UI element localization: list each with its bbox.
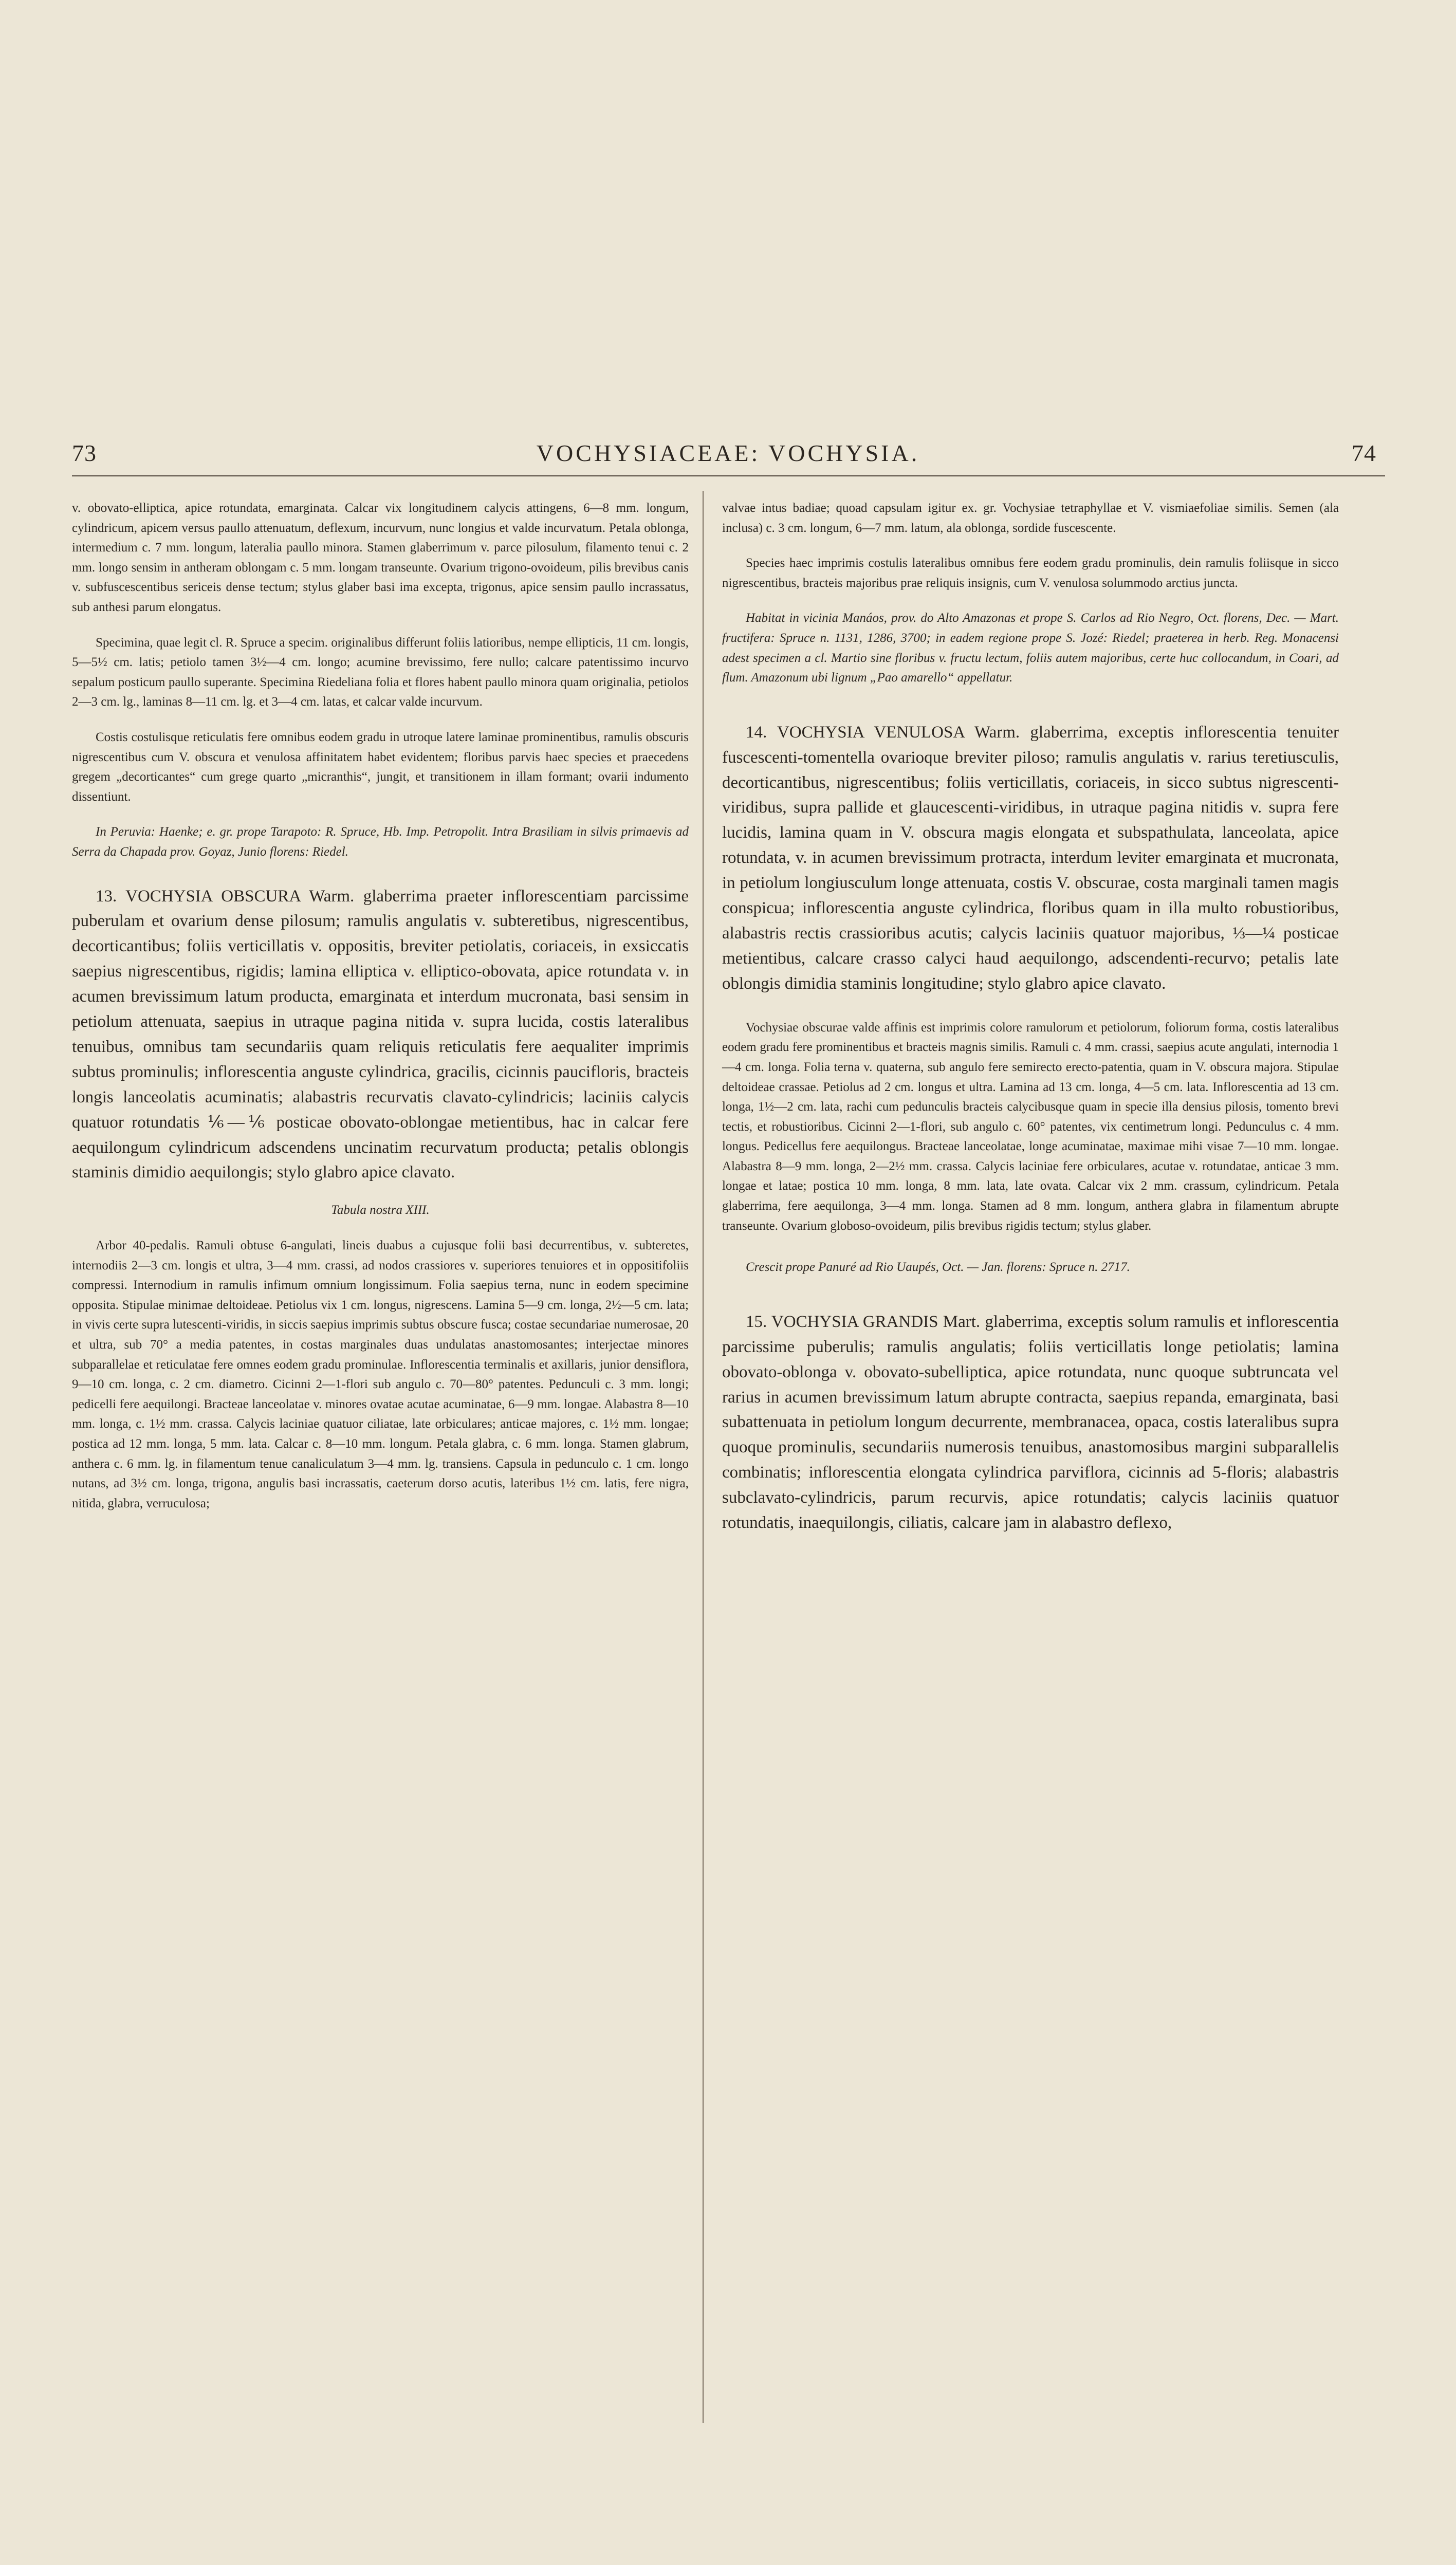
habitat-species-14: Crescit prope Panuré ad Rio Uaupés, Oct. — Jan. florens: Spruce n. 2717. — [746, 1260, 1130, 1275]
page-number-right: 74 — [1352, 440, 1376, 466]
paragraph-affinitas: Costis costulisque reticulatis fere omnibus eodem gradu in utroque latere laminae prominentibus, ramulis obscuris nigrescentibus cum V. obscura et venulosa affinitatem habet evidentem; floribus parvis haec species et praecedens gregem „decorticantes“ cum grege quarto „micranthis“, jungit, et transitionem in illam formant; ovarii indumento dissentiunt. — [72, 730, 689, 804]
paragraph-species-notes: Species haec imprimis costulis lateralibus omnibus fere eodem gradu prominulis, dein ramulis foliisque in sicco nigrescentibus, bracteis majoribus prae reliquis insignis, cum V. venulosa solummodo arctius juncta. — [722, 556, 1339, 590]
species-13-description: Arbor 40-pedalis. Ramuli obtuse 6-angulati, lineis duabus a cujusque folii basi decurrentibus, v. subteretes, internodiis 2—3 cm. longis et ultra, 3—4 mm. crassi, ad nodos crassiores v. superiores tenuiores et in oppositifoliis compressi. Internodium in ramulis infimum omnium longissimum. Folia saepius terna, nunc in eodem specimine opposita. Stipulae minimae deltoideae. Petiolus vix 1 cm. longus, nigrescens. Lamina 5—9 cm. longa, 2½—5 cm. lata; in vivis certe supra lutescenti-viridis, in siccis saepius imprimis subtus obscure fusca; costae secundariae numerosae, 20 et ultra, sub 70° a media patentes, in costas marginales duas undulatas anastomosantes; interjectae minores subparallelae et reticulatae fere omnes eodem gradu prominulae. Inflorescentia terminalis et axillaris, junior densiflora, 9—10 cm. longa, c. 2 cm. diametro. Cicinni 2—1-flori sub angulo c. 70—80° patentes. Pedunculi c. 3 mm. longi; pedicelli fere aequilongi. Bracteae lanceolatae v. minores ovatae acutae acuminatae, 6—9 mm. longae. Alabastra 8—10 mm. longa, c. 1½ mm. crassa. Calycis laciniae quatuor ciliatae, late orbiculares; anticae majores, c. 1½ mm. longae; postica ad 12 mm. longa, 5 mm. lata. Calcar c. 8—10 mm. longum. Petala glabra, c. 6 mm. longa. Stamen glabrum, anthera c. 6 mm. lg. in filamentum tenue canaliculatum 3—4 mm. lg. transiens. Capsula in pedunculo c. 1 cm. longo nutans, ad 3½ cm. longa, trigona, angulis basi incrassatis, caeterum dorso acutis, lateribus 1½ cm. latis, fere nigra, nitida, glabra, verruculosa; — [72, 1238, 689, 1510]
species-14-description: Vochysiae obscurae valde affinis est imprimis colore ramulorum et petiolorum, foliorum forma, costis lateralibus eodem gradu fere prominentibus et bracteis magnis similis. Ramuli c. 4 mm. crassi, saepius acute angulati, internodia 1—4 cm. longa. Folia terna v. quaterna, sub angulo fere semirecto erecto-patentia, quam in V. obscura majora. Stipulae deltoideae crassae. Petiolus ad 2 cm. longus et ultra. Lamina ad 13 cm. longa, 4—5 cm. lata. Inflorescentia ad 13 cm. longa, 1½—2 cm. lata, rachi cum pedunculis bracteis calycibusque quam in specie illa densius pilosis, tomento brevi tectis, et robustioribus. Cicinni 2—1-flori, sub angulo c. 60° patentes, vix centimetrum longi. Pedunculus c. 4 mm. longus. Pedicellus fere aequilongus. Bracteae lanceolatae, longe acuminatae, maximae mihi visae 7—10 mm. longae. Alabastra 8—9 mm. longa, 2—2½ mm. crassa. Calycis laciniae fere orbiculares, acutae v. rotundatae, anticae 3 mm. longae et latae; postica 10 mm. longa, 8 mm. lata, late ovata. Calcar vix 2 mm. crassum, cylindricum. Petala glaberrima, fere aequilonga, 3—4 mm. longa. Stamen ad 8 mm. longum, anthera glabra in filamentum abrupte transeunte. Ovarium globoso-ovoideum, pilis brevibus rigidis tectum; stylus glaber. — [722, 1020, 1339, 1233]
left-column — [72, 499, 689, 1514]
paragraph-description-continued: v. obovato-elliptica, apice rotundata, emarginata. Calcar vix longitudinem calycis attingens, 6—8 mm. longum, cylindricum, apicem versus paullo attenuatum, deflexum, incurvum, nunc longius et valde incurvatum. Petala oblonga, intermedium c. 7 mm. longum, lateralia paullo minora. Stamen glaberrimum v. parce pilosulum, filamento tenui c. 2 mm. longo sensim in antheram oblongam c. 5 mm. longam transeunte. Ovarium trigono-ovoideum, pilis brevibus canis v. subfuscescentibus sericeis dense tectum; stylus glaber basi ima excepta, trigonus, apice sensim paullo incrassatus, sub anthesi parum elongatus. — [72, 501, 689, 614]
page-number-left: 73 — [72, 440, 97, 466]
species-14-heading: 14. VOCHYSIA VENULOSA Warm. glaberrima, exceptis inflorescentia tenuiter fuscescenti-tomentella ovarioque breviter piloso; ramulis angulatis v. rarius teretiusculis, decorticantibus, nigrescentibus; foliis verticillatis, coriaceis, in sicco subtus nigrescenti-viridibus, supra pallide et glaucescenti-viridibus, in utraque pagina nitidis v. supra fere lucidis, lamina quam in V. obscura magis elongata et subspathulata, lanceolata, apice rotundata, v. in acumen brevissimum protracta, interdum leviter emarginata et mucronata, in petiolum longiusculum longe attenuata, costis V. obscurae, costa marginali tamen magis conspicua; inflorescentia anguste cylindrica, floribus quam in illa multo robustioribus, alabastris rectis crassioribus acutis; calycis laciniis quatuor majoribus, ⅓—¼ posticae metientibus, calcare crasso calyci haud aequilongo, adscendenti-recurvo; petalis late oblongis dimidia staminis longitudine; stylo glabro apice clavato. — [722, 723, 1339, 993]
header-rule — [72, 475, 1385, 476]
right-column — [722, 499, 1339, 1536]
column-divider — [703, 491, 704, 2423]
running-title: VOCHYSIACEAE: VOCHYSIA. — [536, 440, 920, 466]
species-15-heading: 15. VOCHYSIA GRANDIS Mart. glaberrima, exceptis solum ramulis et inflorescentia parcissime puberulis; ramulis angulatis; foliis verticillatis longe petiolatis; lamina obovato-oblonga v. obovato-subelliptica, apice rotundata, nunc quoque subtruncata vel rarius in acumen brevissimum latum abrupte contracta, saepius repanda, emarginata, basi subattenuata in petiolum longum decurrente, membranacea, opaca, costis lateralibus supra quoque prominulis, secundariis numerosis tenuibus, anastomosibus margini subparallelis combinatis; inflorescentia elongata cylindrica parviflora, cicinnis ad 5-floris; alabastris subclavato-cylindricis, parum recurvis, apice rotundatis; calycis laciniis quatuor rotundatis, inaequilongis, ciliatis, calcare jam in alabastro deflexo, — [722, 1312, 1339, 1533]
running-header — [0, 439, 1456, 470]
paragraph-specimina: Specimina, quae legit cl. R. Spruce a specim. originalibus differunt foliis latioribus, nempe ellipticis, 11 cm. longis, 5—5½ cm. latis; petiolo tamen 3½—4 cm. longo; acumine brevissimo, fere nullo; calcare patentissimo incurvo sepalum posticum paullo superante. Specimina Riedeliana folia et flores habent paullo minora quam originalia, petiolos 2—3 cm. lg., laminas 8—11 cm. lg. et 3—4 cm. latas, et calcar valde incurvum. — [72, 635, 689, 709]
tabula-reference: Tabula nostra XIII. — [331, 1203, 430, 1217]
species-13-heading: 13. VOCHYSIA OBSCURA Warm. glaberrima praeter inflorescentiam parcissime puberulam et ovarium dense pilosum; ramulis angulatis v. subteretibus, nigrescentibus, decorticantibus; foliis verticillatis v. oppositis, breviter petiolatis, coriaceis, in exsiccatis saepius nigrescentibus, rigidis; lamina elliptica v. elliptico-obovata, apice rotundata v. in acumen brevissimum latum producta, emarginata et interdum mucronata, basi sensim in petiolum attenuata, saepius in utraque pagina nitida v. supra lucida, costis lateralibus tenuibus, omnibus tam secundariis quam reliquis reticulatis fere aequaliter imprimis subtus prominulis; inflorescentia anguste cylindrica, gracilis, cicinnis paucifloris, bracteis longis lanceolatis acuminatis; alabastris recurvatis clavato-cylindricis; laciniis calycis quatuor rotundatis ⅙—⅙ posticae obovato-oblongae metientibus, hac in calcar fere aequilongum cylindricum adscendens uncinatim recurvatum producta; petalis oblongis staminis dimidio aequilongis; stylo glabro apice clavato. — [72, 887, 689, 1182]
paragraph-capsula-continued: valvae intus badiae; quoad capsulam igitur ex. gr. Vochysiae tetraphyllae et V. vismiaefoliae similis. Semen (ala inclusa) c. 3 cm. longum, 6—7 mm. latum, ala oblonga, sordide fuscescente. — [722, 501, 1339, 535]
habitat-species-13: Habitat in vicinia Manáos, prov. do Alto Amazonas et prope S. Carlos ad Rio Negro, Oct. florens, Dec. — Mart. fructifera: Spruce n. 1131, 1286, 3700; in eadem regione prope S. Jozé: Riedel; praeterea in herb. Reg. Monacensi adest specimen a cl. Martio sine floribus v. fructu lectum, foliis autem majoribus, certe huc collocandum, in Coari, ad flum. Amazonum ubi lignum „Pao amarello“ appellatur. — [722, 611, 1339, 685]
habitat-species-12: In Peruvia: Haenke; e. gr. prope Tarapoto: R. Spruce, Hb. Imp. Petropolit. Intra Brasiliam in silvis primaevis ad Serra da Chapada prov. Goyaz, Junio florens: Riedel. — [72, 825, 689, 859]
